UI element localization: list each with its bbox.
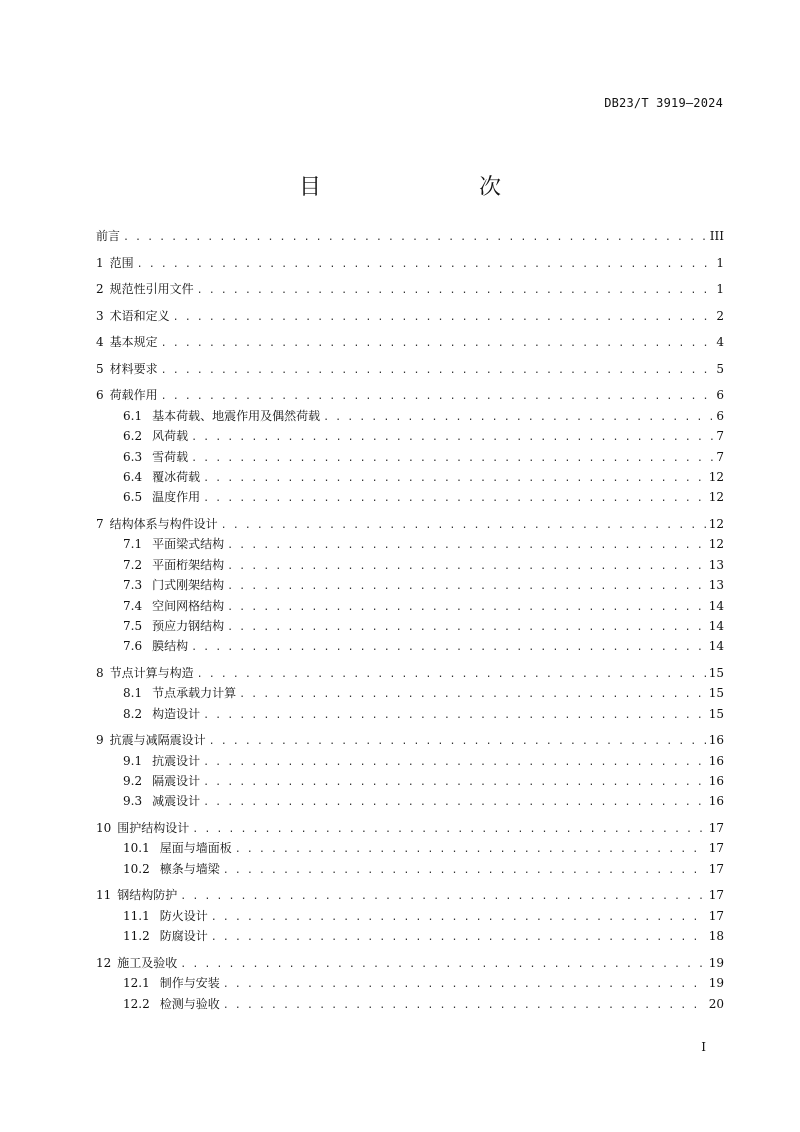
- toc-entry-title: 平面桁架结构: [152, 557, 225, 572]
- toc-dot-leader: [197, 665, 706, 685]
- toc-entry-number: 9.2: [123, 774, 143, 789]
- toc-section-entry[interactable]: [96, 751, 724, 771]
- toc-chapter-entry[interactable]: [96, 818, 724, 838]
- toc-entry-page: 1: [716, 255, 724, 270]
- page-number: I: [701, 1040, 706, 1054]
- toc-entry-title: 防腐设计: [159, 929, 208, 944]
- toc-dot-leader: [123, 228, 707, 248]
- toc-chapter-entry[interactable]: [96, 253, 724, 273]
- toc-entry-page: 13: [708, 557, 724, 572]
- toc-entry-page: 15: [708, 686, 724, 701]
- table-of-contents: [96, 226, 724, 1014]
- toc-entry-page: 12: [708, 537, 724, 552]
- toc-section-entry[interactable]: [96, 575, 724, 595]
- toc-section-entry[interactable]: [96, 973, 724, 993]
- toc-section-entry[interactable]: [96, 683, 724, 703]
- toc-chapter-entry[interactable]: [96, 885, 724, 905]
- toc-dot-leader: [173, 308, 713, 328]
- toc-entry-page: 15: [708, 665, 724, 680]
- toc-dot-leader: [203, 793, 706, 813]
- toc-entry-number: 2: [96, 282, 104, 297]
- toc-entry-page: 17: [708, 888, 724, 903]
- toc-dot-leader: [192, 820, 705, 840]
- toc-entry-number: 12.1: [123, 976, 150, 991]
- toc-entry-number: 7.4: [123, 598, 143, 613]
- toc-entry-page: 12: [708, 490, 724, 505]
- toc-dot-leader: [227, 618, 706, 638]
- toc-entry-number: 6: [96, 388, 104, 403]
- toc-entry-number: 9.1: [123, 753, 143, 768]
- toc-entry-number: 11.2: [123, 929, 150, 944]
- toc-dot-leader: [211, 928, 706, 948]
- toc-entry-page: 19: [708, 955, 724, 970]
- toc-chapter-entry[interactable]: [96, 279, 724, 299]
- toc-dot-leader: [227, 577, 706, 597]
- toc-chapter-entry[interactable]: [96, 663, 724, 683]
- toc-entry-number: 8: [96, 665, 104, 680]
- toc-dot-leader: [235, 840, 706, 860]
- toc-entry-title: 膜结构: [152, 639, 189, 654]
- toc-entry-title: 空间网格结构: [152, 598, 225, 613]
- toc-entry-page: III: [709, 229, 724, 243]
- toc-dot-leader: [203, 773, 706, 793]
- toc-chapter-entry[interactable]: [96, 385, 724, 405]
- toc-entry-page: 17: [708, 841, 724, 856]
- toc-dot-leader: [180, 955, 705, 975]
- toc-dot-leader: [180, 887, 705, 907]
- toc-dot-leader: [161, 387, 713, 407]
- toc-entry-page: 16: [708, 794, 724, 809]
- toc-entry-title: 门式刚架结构: [152, 578, 225, 593]
- toc-section-entry[interactable]: [96, 704, 724, 724]
- document-code: DB23/T 3919—2024: [604, 96, 723, 110]
- toc-entry-title: 抗震与减隔震设计: [109, 733, 206, 748]
- toc-entry-page: 1: [716, 282, 724, 297]
- toc-entry-number: 3: [96, 308, 104, 323]
- toc-section-entry[interactable]: [96, 791, 724, 811]
- toc-entry-page: 18: [708, 929, 724, 944]
- toc-entry-number: 10.1: [123, 841, 150, 856]
- toc-entry-page: 16: [708, 774, 724, 789]
- toc-entry-number: 5: [96, 361, 104, 376]
- toc-chapter-entry[interactable]: [96, 359, 724, 379]
- toc-dot-leader: [203, 753, 706, 773]
- toc-entry-number: 7.2: [123, 557, 143, 572]
- toc-entry-number: 6.4: [123, 470, 143, 485]
- toc-entry-number: 1: [96, 255, 104, 270]
- toc-entry-title: 构造设计: [152, 706, 201, 721]
- toc-section-entry[interactable]: [96, 596, 724, 616]
- toc-entry-title: 减震设计: [152, 794, 201, 809]
- toc-entry-title: 检测与验收: [159, 996, 220, 1011]
- toc-entry-page: 4: [716, 335, 724, 350]
- toc-section-entry[interactable]: [96, 406, 724, 426]
- toc-entry-number: 12.2: [123, 996, 150, 1011]
- toc-dot-leader: [221, 516, 706, 536]
- toc-entry-title: 覆冰荷载: [152, 470, 201, 485]
- toc-dot-leader: [223, 861, 706, 881]
- toc-entry-page: 17: [708, 861, 724, 876]
- toc-entry-title: 基本荷载、地震作用及偶然荷载: [152, 408, 321, 423]
- toc-entry-number: 4: [96, 335, 104, 350]
- toc-dot-leader: [239, 685, 706, 705]
- toc-entry-title: 术语和定义: [109, 308, 170, 323]
- toc-entry-page: 15: [708, 706, 724, 721]
- toc-dot-leader: [323, 408, 713, 428]
- toc-entry-number: 7.1: [123, 537, 143, 552]
- toc-section-entry[interactable]: [96, 447, 724, 467]
- toc-dot-leader: [203, 469, 706, 489]
- toc-entry-title: 屋面与墙面板: [159, 841, 232, 856]
- toc-entry-page: 14: [708, 618, 724, 633]
- toc-chapter-entry[interactable]: [96, 514, 724, 534]
- toc-entry-title: 节点承载力计算: [152, 686, 237, 701]
- toc-entry-number: 8.2: [123, 706, 143, 721]
- toc-entry-title: 雪荷载: [152, 449, 189, 464]
- toc-entry-title: 前言: [96, 229, 121, 243]
- toc-entry-page: 14: [708, 598, 724, 613]
- toc-section-entry[interactable]: [96, 994, 724, 1014]
- toc-entry-page: 6: [716, 388, 724, 403]
- toc-entry-number: 6.2: [123, 429, 143, 444]
- toc-chapter-entry[interactable]: [96, 953, 724, 973]
- toc-entry-number: 6.3: [123, 449, 143, 464]
- toc-entry-page: 17: [708, 908, 724, 923]
- toc-dot-leader: [191, 449, 713, 469]
- toc-entry-page: 16: [708, 733, 724, 748]
- toc-dot-leader: [203, 489, 706, 509]
- toc-chapter-entry[interactable]: [96, 332, 724, 352]
- toc-entry-title: 制作与安装: [159, 976, 220, 991]
- toc-entry-number: 11: [96, 888, 112, 903]
- toc-section-entry[interactable]: [96, 467, 724, 487]
- toc-entry-number: 7.5: [123, 618, 143, 633]
- toc-section-entry[interactable]: [96, 426, 724, 446]
- toc-chapter-entry[interactable]: [96, 730, 724, 750]
- toc-dot-leader: [227, 536, 706, 556]
- toc-entry-title: 风荷载: [152, 429, 189, 444]
- toc-entry-number: 7.3: [123, 578, 143, 593]
- toc-entry-number: 9: [96, 733, 104, 748]
- toc-section-entry[interactable]: [96, 534, 724, 554]
- toc-section-entry[interactable]: [96, 555, 724, 575]
- toc-section-entry[interactable]: [96, 771, 724, 791]
- toc-entry-title: 规范性引用文件: [109, 282, 194, 297]
- toc-entry-number: 7.6: [123, 639, 143, 654]
- toc-entry-title: 温度作用: [152, 490, 201, 505]
- toc-entry-title: 围护结构设计: [117, 821, 190, 836]
- toc-entry-number: 8.1: [123, 686, 143, 701]
- toc-entry-title: 施工及验收: [117, 955, 178, 970]
- toc-dot-leader: [161, 334, 713, 354]
- toc-entry-page: 7: [716, 449, 724, 464]
- toc-entry-page: 16: [708, 753, 724, 768]
- toc-dot-leader: [223, 996, 706, 1016]
- toc-entry-number: 10.2: [123, 861, 150, 876]
- toc-entry-title: 基本规定: [109, 335, 158, 350]
- toc-entry-page: 13: [708, 578, 724, 593]
- toc-entry-page: 5: [716, 361, 724, 376]
- toc-entry-number: 12: [96, 955, 112, 970]
- toc-section-entry[interactable]: [96, 926, 724, 946]
- toc-entry-title: 防火设计: [159, 908, 208, 923]
- toc-section-entry[interactable]: [96, 487, 724, 507]
- toc-dot-leader: [203, 706, 706, 726]
- page-title: 目 次: [298, 175, 539, 200]
- toc-entry-number: 6.1: [123, 408, 143, 423]
- toc-entry-title: 范围: [109, 255, 134, 270]
- toc-dot-leader: [227, 557, 706, 577]
- toc-entry-number: 11.1: [123, 908, 150, 923]
- toc-entry-title: 檩条与墙梁: [159, 861, 220, 876]
- toc-dot-leader: [197, 281, 713, 301]
- toc-entry-page: 19: [708, 976, 724, 991]
- toc-entry-number: 6.5: [123, 490, 143, 505]
- toc-entry-number: 10: [96, 821, 112, 836]
- toc-section-entry[interactable]: [96, 636, 724, 656]
- toc-entry-title: 平面梁式结构: [152, 537, 225, 552]
- toc-dot-leader: [191, 638, 706, 658]
- toc-entry-page: 2: [716, 308, 724, 323]
- toc-entry-title: 节点计算与构造: [109, 665, 194, 680]
- toc-entry-title: 荷载作用: [109, 388, 158, 403]
- toc-entry-page: 12: [708, 470, 724, 485]
- toc-entry-page: 6: [716, 408, 724, 423]
- toc-entry-page: 17: [708, 821, 724, 836]
- toc-chapter-entry[interactable]: [96, 306, 724, 326]
- toc-section-entry[interactable]: [96, 859, 724, 879]
- toc-dot-leader: [209, 732, 706, 752]
- toc-entry-page: 14: [708, 639, 724, 654]
- toc-entry-number: 9.3: [123, 794, 143, 809]
- toc-entry-title: 抗震设计: [152, 753, 201, 768]
- toc-dot-leader: [137, 255, 713, 275]
- toc-section-entry[interactable]: [96, 906, 724, 926]
- toc-entry-page: 12: [708, 517, 724, 531]
- toc-entry-title: 隔震设计: [152, 774, 201, 789]
- toc-entry-title: 钢结构防护: [117, 888, 178, 903]
- toc-entry-title: 结构体系与构件设计: [109, 517, 218, 531]
- toc-dot-leader: [191, 428, 713, 448]
- toc-dot-leader: [227, 598, 706, 618]
- toc-entry-page: 20: [708, 996, 724, 1011]
- toc-dot-leader: [223, 975, 706, 995]
- toc-entry-number: 7: [96, 517, 104, 531]
- toc-chapter-entry[interactable]: [96, 226, 724, 246]
- toc-entry-title: 预应力钢结构: [152, 618, 225, 633]
- toc-entry-title: 材料要求: [109, 361, 158, 376]
- toc-entry-page: 7: [716, 429, 724, 444]
- toc-dot-leader: [211, 908, 706, 928]
- toc-dot-leader: [161, 361, 713, 381]
- toc-section-entry[interactable]: [96, 838, 724, 858]
- toc-section-entry[interactable]: [96, 616, 724, 636]
